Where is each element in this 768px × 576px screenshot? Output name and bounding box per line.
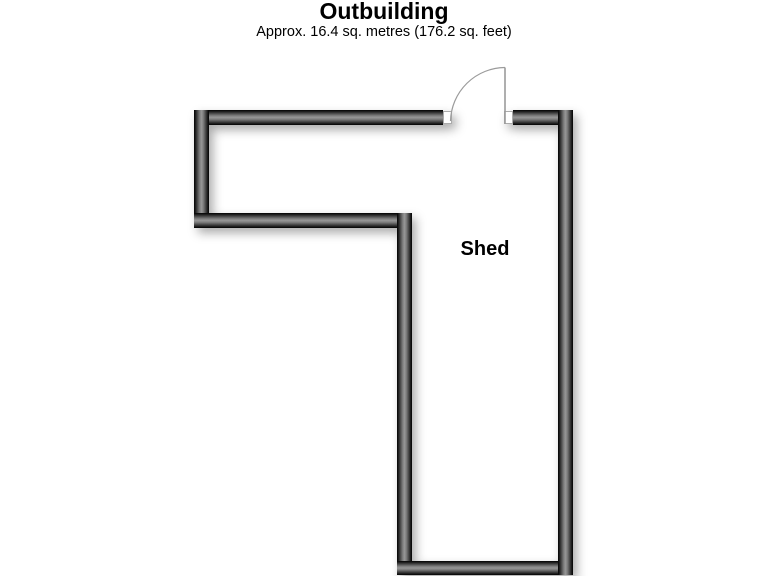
room-label-shed: Shed [460,238,510,260]
page-title: Outbuilding [319,0,449,24]
area-subtitle: Approx. 16.4 sq. metres (176.2 sq. feet) [256,24,512,40]
wall-bottom [397,561,573,575]
wall-right [558,110,573,575]
wall-left [194,110,209,228]
wall-middle-vertical [397,213,412,575]
wall-top-left-segment [194,110,443,125]
wall-step [194,213,412,228]
door-jamb-left [443,111,452,124]
door-jamb-right [504,111,513,124]
